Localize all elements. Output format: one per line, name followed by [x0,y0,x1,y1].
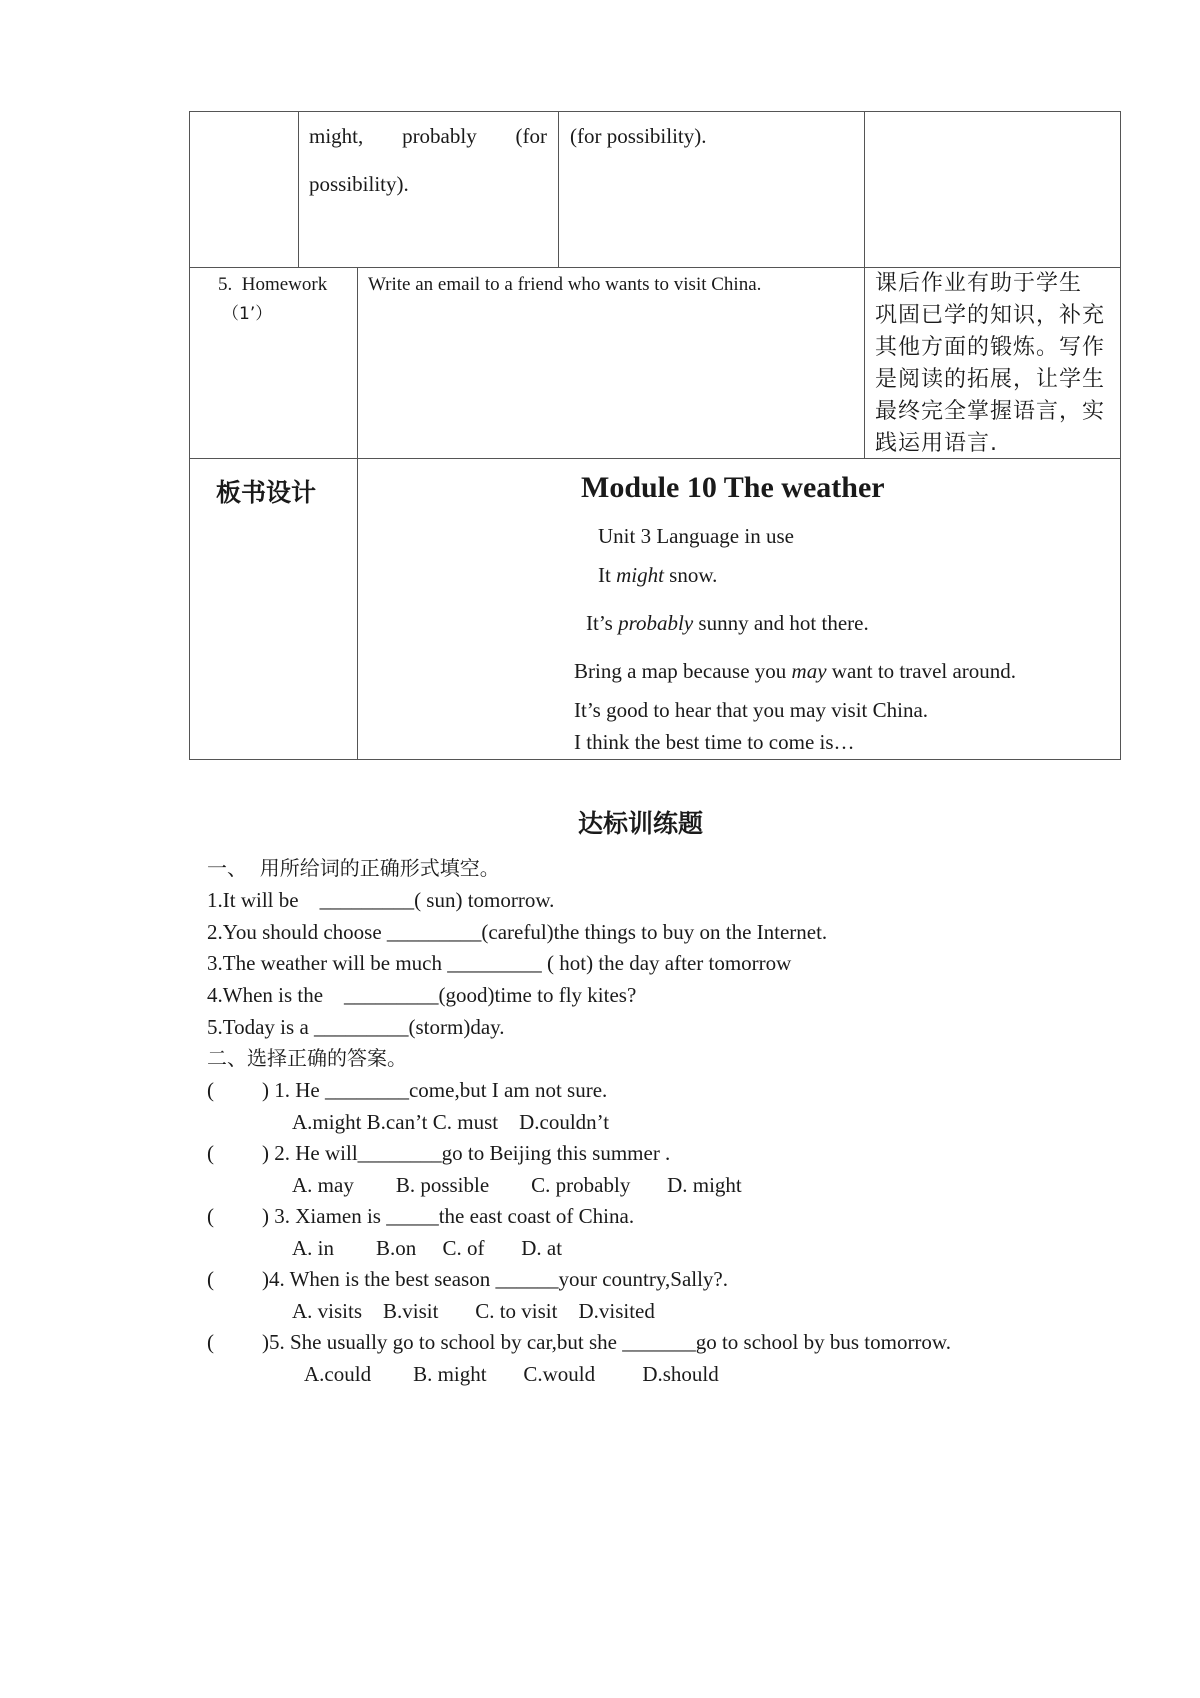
table-top-border [189,111,1121,112]
choice-question: )4. When is the best season ______your country,Sally?. [262,1267,728,1291]
choice-options: A. in B.on C. of D. at [292,1236,563,1260]
board-sentence-2: It’s probably sunny and hot there. [586,611,869,635]
col-divider-step [357,267,358,759]
purpose-line: 其他方面的锻炼。写作 [875,335,1106,360]
purpose-line: 课后作业有助于学生 [875,271,1083,296]
choice-options: A. visits B.visit C. to visit D.visited [292,1299,655,1323]
board-sentence-1: It might snow. [598,563,718,587]
step-text-line1 [309,124,547,149]
choice-paren: ( [207,1267,214,1291]
board-unit: Unit 3 Language in use [598,524,794,548]
board-sentence-4: It’s good to hear that you may visit China. [574,698,929,722]
choice-question: ) 1. He ________come,but I am not sure. [262,1078,608,1102]
choice-options: A. may B. possible C. probably D. might [292,1173,742,1197]
board-design-label: 板书设计 [216,478,317,507]
purpose-line: 践运用语言. [875,431,998,456]
col-divider-purpose [864,111,865,458]
table-left-border [189,111,190,760]
fill-item-4: 4.When is the _________(good)time to fly kites? [207,983,637,1007]
purpose-line: 巩固已学的知识，补充 [875,303,1106,328]
fill-item-2: 2.You should choose _________(careful)the things to buy on the Internet. [207,920,828,944]
table-bottom-border [189,759,1121,760]
table-right-border [1120,111,1121,760]
homework-activity: Write an email to a friend who wants to visit China. [368,274,762,295]
row1-col-divider-b [558,111,559,267]
homework-step-label: 5. Homework [218,274,328,295]
board-sentence-5: I think the best time to come is… [574,730,855,754]
fill-item-5: 5.Today is a _________(storm)day. [207,1015,505,1039]
step-word-1: might, [309,124,364,148]
fill-item-1: 1.It will be _________( sun) tomorrow. [207,888,555,912]
activity-text: (for possibility). [570,124,707,148]
choice-paren: ( [207,1330,214,1354]
step-text-line2: possibility). [309,172,409,196]
choice-paren: ( [207,1078,214,1102]
homework-step-time: （1’） [222,304,273,324]
choice-options: A.could B. might C.would D.should [304,1362,719,1386]
choice-paren: ( [207,1141,214,1165]
board-title: Module 10 The weather [581,471,885,504]
choice-question: ) 3. Xiamen is _____the east coast of China. [262,1204,635,1228]
choice-question: )5. She usually go to school by car,but she _______go to school by bus tomorrow. [262,1330,951,1354]
section1-heading: 一、 用所给词的正确形式填空。 [207,856,500,880]
homework-purpose [875,268,1111,460]
purpose-line: 是阅读的拓展，让学生 [875,367,1106,392]
choice-options: A.might B.can’t C. must D.couldn’t [292,1110,610,1134]
row1-col-divider-a [298,111,299,267]
fill-item-3: 3.The weather will be much _________ ( hot) the day after tomorrow [207,951,792,975]
step-word-3: (for [515,124,547,148]
choice-paren: ( [207,1204,214,1228]
exercises-title: 达标训练题 [578,809,704,838]
choice-question: ) 2. He will________go to Beijing this summer . [262,1141,671,1165]
board-sentence-3: Bring a map because you may want to travel around. [574,659,1017,683]
step-word-2: probably [402,124,477,148]
section2-heading: 二、选择正确的答案。 [207,1046,407,1070]
purpose-line: 最终完全掌握语言，实 [875,399,1106,424]
